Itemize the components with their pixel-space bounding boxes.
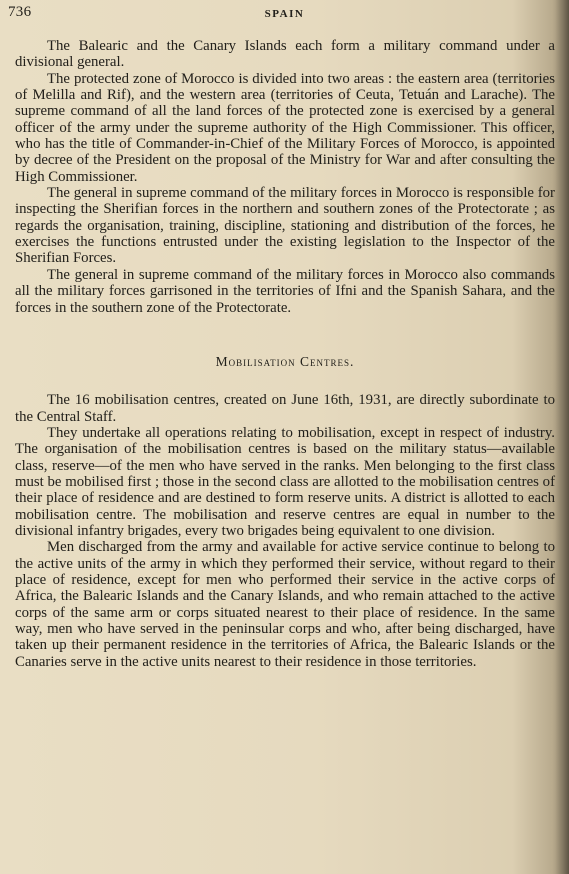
section-heading: Mobilisation Centres.	[215, 353, 355, 369]
running-title: SPAIN	[264, 8, 305, 20]
paragraph: The Balearic and the Canary Islands each form a military command under a divisional general.	[15, 38, 555, 71]
body-text	[15, 38, 555, 670]
paragraph: The general in supreme command of the military forces in Morocco also commands all the military forces garrisoned in the territories of Ifni and the Spanish Sahara, and the forces in the southern zone of the Protectorate.	[15, 266, 555, 316]
paragraph: The 16 mobilisation centres, created on June 16th, 1931, are directly subordinate to the Central Staff.	[15, 392, 555, 425]
paragraph: The protected zone of Morocco is divided into two areas : the eastern area (territories of Melilla and Rif), and the western area (territories of Ceuta, Tetuán and Larache). The supreme command of all the land forces of the protected zone is exercised by a general officer of the army under the supreme authority of the High Commissioner. This officer, who has the title of Commander-in-Chief of the Military Forces of Morocco, is appointed by decree of the President on the proposal of the Ministry for War and after consulting the High Commissioner.	[15, 70, 555, 185]
page-edge-shadow	[555, 0, 569, 874]
paragraph: The general in supreme command of the military forces in Morocco is responsible for inspecting the Sherifian forces in the northern and southern zones of the Protectorate ; as regards the organisation, training, discipline, stationing and distribution of the forces, he exercises the functions entrusted under the existing legislation to the Inspector of the Sherifian Forces.	[15, 185, 555, 267]
page-number: 736	[8, 4, 32, 20]
paragraph: Men discharged from the army and available for active service continue to belong to the active units of the army in which they performed their service, without regard to their place of residence, except for men who performed their service in the active corps of Africa, the Balearic Islands and the Canary Islands, and who remain attached to the active corps of the same arm or corps situated nearest to their place of residence. In the same way, men who have served in the peninsular corps and who, after being discharged, have taken up their permanent residence in the territories of Africa, the Balearic Islands or the Canaries serve in the active units nearest to their residence in those territories.	[15, 539, 555, 670]
paragraph: They undertake all operations relating to mobilisation, except in respect of industry. The organisation of the mobilisation centres is based on the military status—available class, reserve—of the men who have served in the ranks. Men belonging to the first class must be mobilised first ; those in the second class are allotted to the mobilisation centres of their place of residence and are destined to form reserve units. A district is allotted to each mobilisation centre. The mobilisation and reserve centres are equal in number to the divisional infantry brigades, every two brigades being equivalent to one division.	[15, 424, 555, 539]
